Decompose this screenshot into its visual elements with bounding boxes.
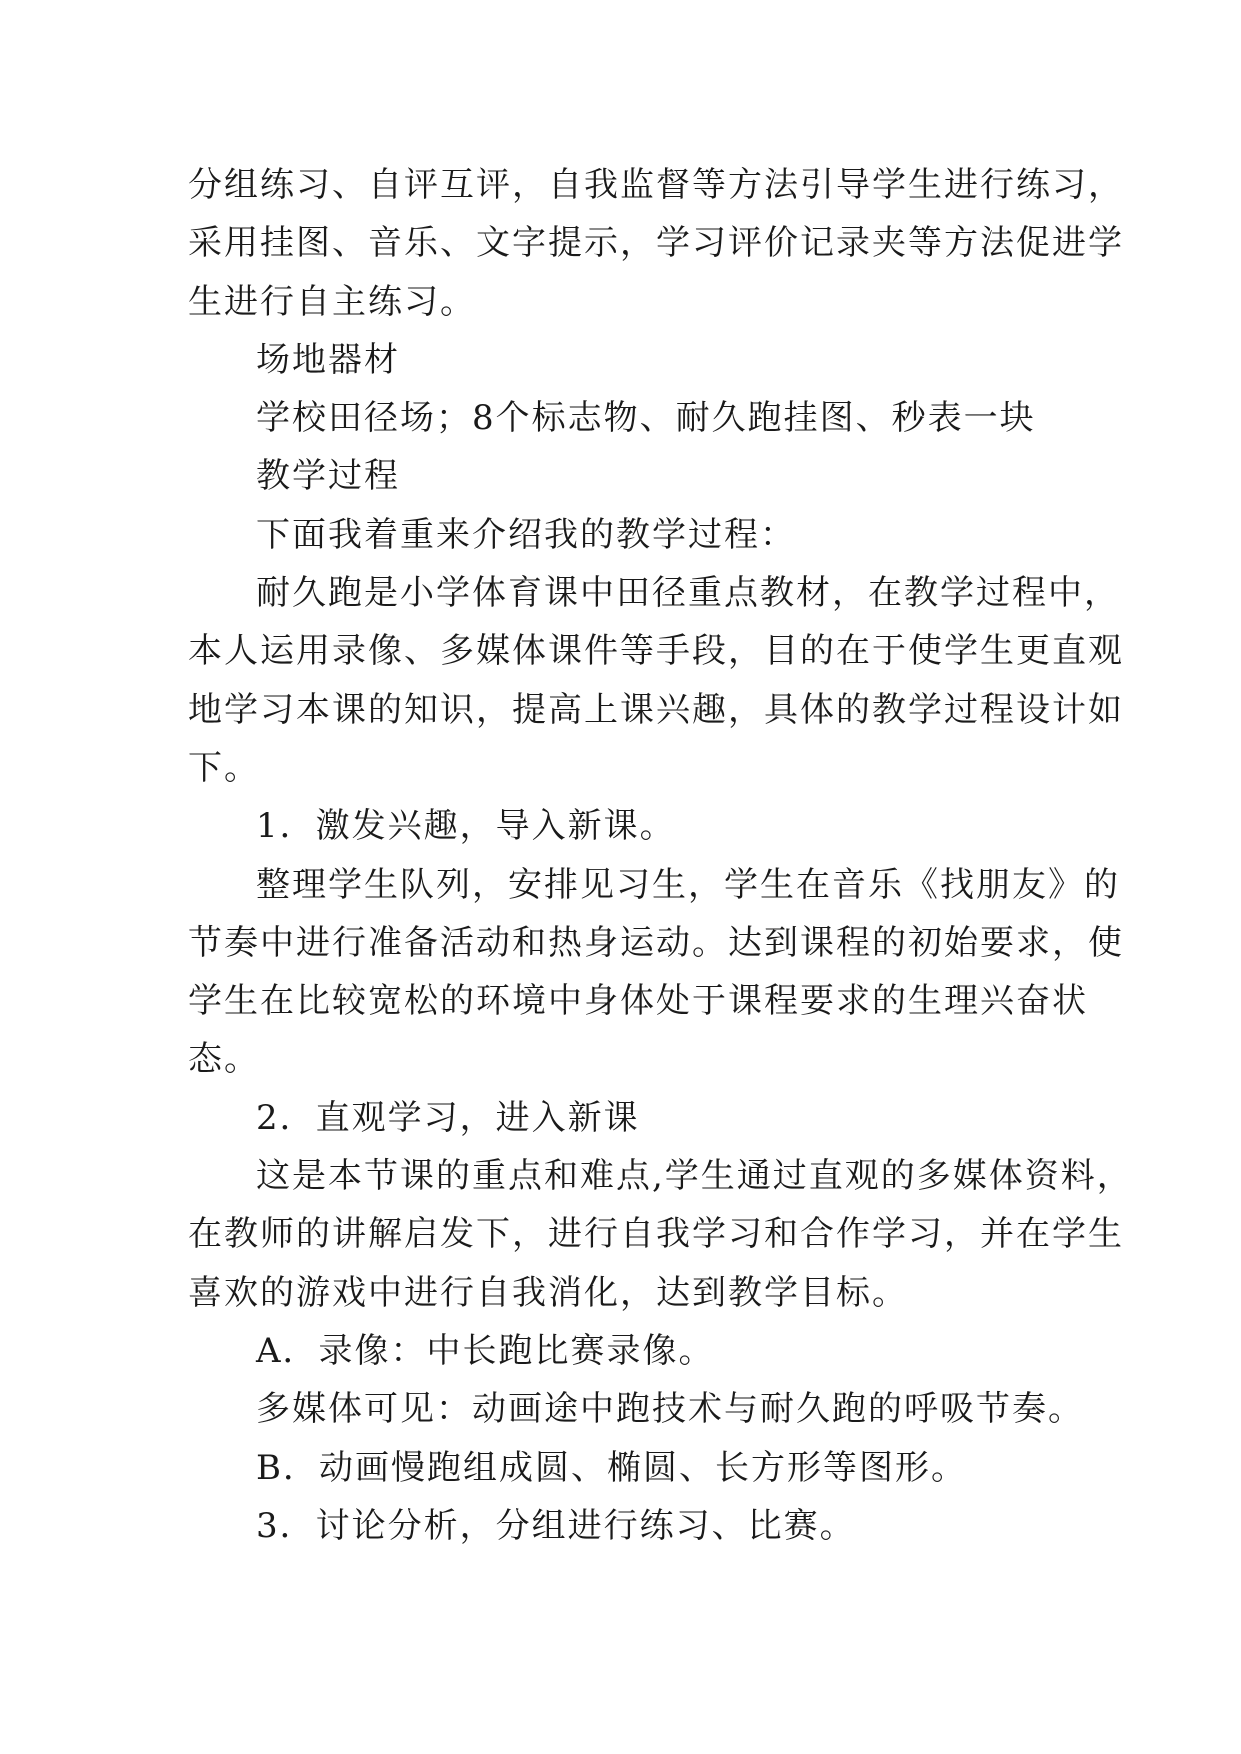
text-line: 下面我着重来介绍我的教学过程：: [256, 514, 796, 555]
text-line: 态。: [188, 1039, 260, 1080]
text-line: 耐久跑是小学体育课中田径重点教材，在教学过程中，: [256, 573, 1120, 614]
text-line: 学生在比较宽松的环境中身体处于课程要求的生理兴奋状: [188, 981, 1088, 1022]
text-line: 学校田径场；8个标志物、耐久跑挂图、秒表一块: [256, 398, 1036, 439]
text-line: 采用挂图、音乐、文字提示，学习评价记录夹等方法促进学: [188, 223, 1124, 264]
text-line: A．录像：中长跑比赛录像。: [256, 1330, 715, 1371]
text-line: B．动画慢跑组成圆、椭圆、长方形等图形。: [256, 1447, 967, 1488]
text-line: 下。: [188, 747, 260, 788]
text-line: 生进行自主练习。: [188, 281, 476, 322]
text-line: 1．激发兴趣，导入新课。: [256, 806, 676, 847]
text-line: 整理学生队列，安排见习生，学生在音乐《找朋友》的: [256, 864, 1120, 905]
text-line: 喜欢的游戏中进行自我消化，达到教学目标。: [188, 1272, 908, 1313]
text-line: 2．直观学习，进入新课: [256, 1097, 640, 1138]
text-line: 场地器材: [256, 339, 400, 380]
text-line: 3．讨论分析，分组进行练习、比赛。: [256, 1505, 856, 1546]
text-line: 分组练习、自评互评，自我监督等方法引导学生进行练习，: [188, 165, 1124, 205]
text-line: 在教师的讲解启发下，进行自我学习和合作学习，并在学生: [188, 1214, 1124, 1255]
text-line: 节奏中进行准备活动和热身运动。达到课程的初始要求，使: [188, 922, 1124, 963]
text-line: 本人运用录像、多媒体课件等手段，目的在于使学生更直观: [188, 631, 1124, 672]
document-body: [188, 156, 1133, 1555]
text-line: 这是本节课的重点和难点,学生通过直观的多媒体资料，: [256, 1156, 1133, 1197]
text-line: 教学过程: [256, 456, 400, 497]
text-line: 多媒体可见：动画途中跑技术与耐久跑的呼吸节奏。: [256, 1389, 1084, 1430]
text-line: 地学习本课的知识，提高上课兴趣，具体的教学过程设计如: [188, 689, 1124, 730]
